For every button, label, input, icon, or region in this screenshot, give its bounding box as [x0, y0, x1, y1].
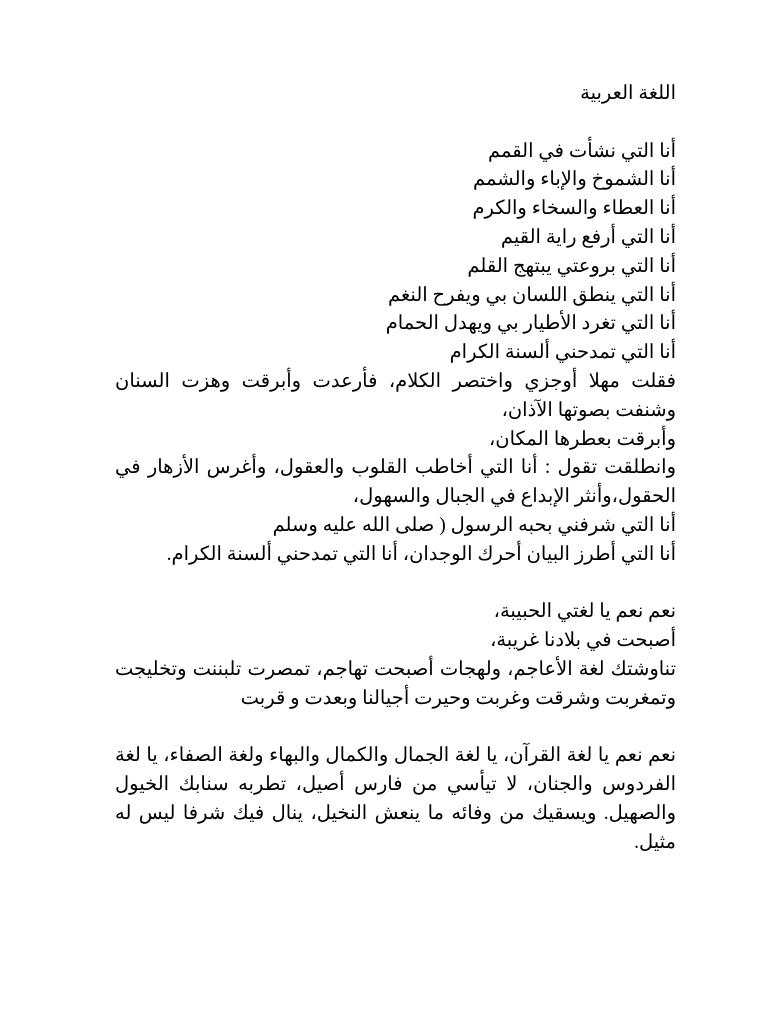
document-body — [115, 80, 676, 858]
stanza-1 — [115, 138, 676, 368]
line-sharrafani: أنا التي شرفني بحبه الرسول ( صلى الله عليه وسلم — [272, 514, 676, 536]
paragraph-wa-intalaqat: وانطلقت تقول : أنا التي أخاطب القلوب والعقول، وأغرس الأزهار في الحقول،وأنثر الإبداع في الجبال والسهول، — [115, 457, 676, 508]
spacer — [115, 570, 676, 599]
verse-line: أنا التي تغرد الأطيار بي ويهدل الحمام — [385, 313, 676, 335]
paragraph-naam-naam-quran: نعم نعم يا لغة القرآن، يا لغة الجمال والكمال والبهاء ولغة الصفاء، يا لغة الفردوس والجنان، لا تيأسي من فارس أصيل، تطربه سنابك الخيول والصهيل. ويسقيك من وفائه ما ينعش النخيل، ينال فيك شرفا ليس له مثيل. — [115, 745, 676, 853]
verse-line: نعم نعم يا لغتي الحبيبة، — [493, 601, 676, 623]
verse-line: أنا التي أرفع راية القيم — [500, 226, 676, 248]
line-abraqat: وأبرقت بعطرها المكان، — [488, 428, 676, 450]
verse-line: أنا التي تمدحني ألسنة الكرام — [449, 342, 676, 364]
document-title: اللغة العربية — [580, 83, 676, 104]
verse-line: أنا التي ينطق اللسان بي ويفرح النغم — [388, 284, 676, 306]
verse-line: أصبحت في بلادنا غريبة، — [490, 630, 676, 652]
paragraph-fa-qultu: فقلت مهلا أوجزي واختصر الكلام، فأرعدت وأبرقت وهزت السنان وشنفت بصوتها الآذان، — [115, 370, 676, 421]
paragraph-tanawashatki: تناوشتك لغة الأعاجم، ولهجات أصبحت تهاجم، تمصرت تلبننت وتخليجت وتمغربت وشرقت وغربت وحيرت أجيالنا وبعدت و قربت — [115, 658, 676, 709]
verse-line: أنا التي نشأت في القمم — [488, 140, 676, 162]
line-atruz: أنا التي أطرز البيان أحرك الوجدان، أنا التي تمدحني ألسنة الكرام. — [166, 543, 676, 565]
spacer — [115, 714, 676, 743]
stanza-2 — [115, 598, 676, 656]
verse-line: أنا الشموخ والإباء والشمم — [472, 169, 676, 191]
verse-line: أنا العطاء والسخاء والكرم — [472, 198, 676, 220]
verse-line: أنا التي بروعتي يبتهج القلم — [467, 255, 676, 277]
